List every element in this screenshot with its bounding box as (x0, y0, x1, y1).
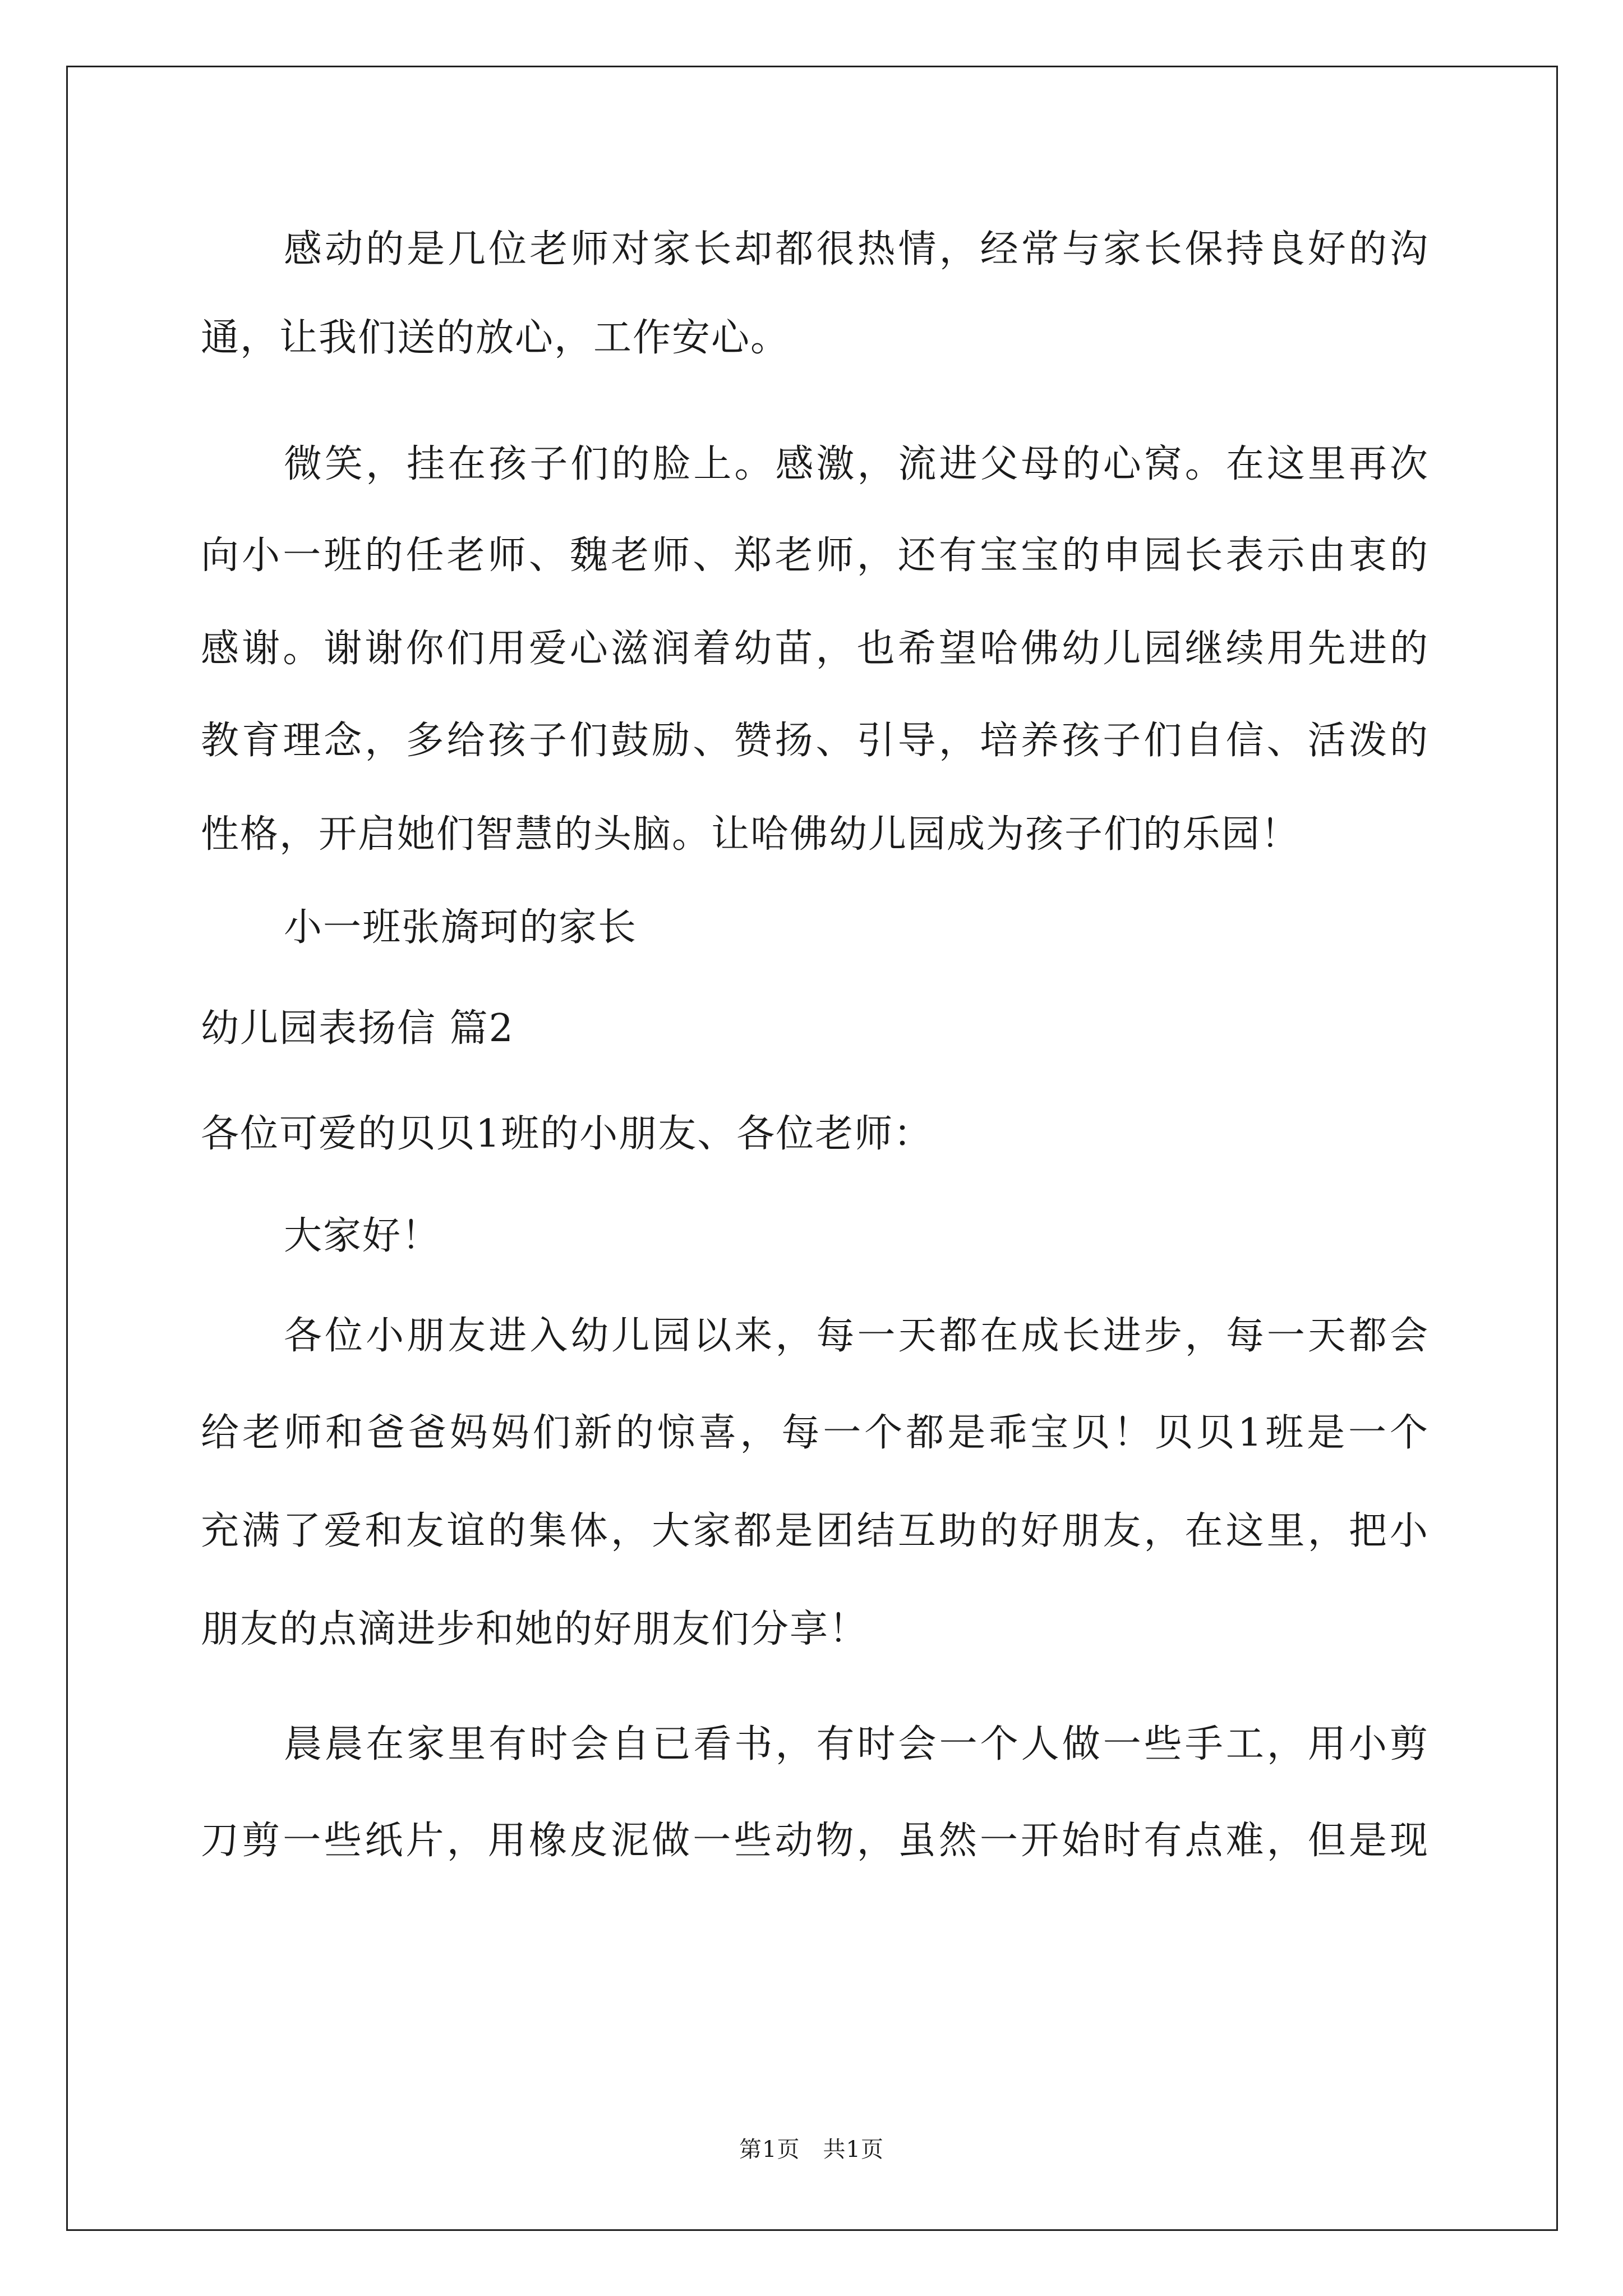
paragraph-line: 充满了爱和友谊的集体，大家都是团结互助的好朋友，在这里，把小 (201, 1509, 1429, 1553)
paragraph-line: 感动的是几位老师对家长却都很热情，经常与家长保持良好的沟 (284, 227, 1429, 272)
paragraph-line: 性格，开启她们智慧的头脑。让哈佛幼儿园成为孩子们的乐园！ (201, 812, 1301, 857)
paragraph-line: 晨晨在家里有时会自已看书，有时会一个人做一些手工，用小剪 (284, 1722, 1429, 1766)
paragraph-line: 教育理念，多给孩子们鼓励、赞扬、引导，培养孩子们自信、活泼的 (201, 719, 1429, 763)
signature-line: 小一班张旖珂的家长 (284, 905, 638, 950)
salutation: 各位可爱的贝贝1班的小朋友、各位老师： (201, 1112, 933, 1156)
paragraph-line: 感谢。谢谢你们用爱心滋润着幼苗，也希望哈佛幼儿园继续用先进的 (201, 627, 1429, 671)
section-heading: 幼儿园表扬信 篇2 (201, 1006, 514, 1051)
paragraph-line: 刀剪一些纸片，用橡皮泥做一些动物，虽然一开始时有点难，但是现 (201, 1819, 1429, 1863)
paragraph-line: 各位小朋友进入幼儿园以来，每一天都在成长进步，每一天都会 (284, 1314, 1429, 1358)
greeting: 大家好！ (284, 1214, 441, 1258)
paragraph-line: 向小一班的任老师、魏老师、郑老师，还有宝宝的申园长表示由衷的 (201, 533, 1429, 578)
page-number: 第1页 共1页 (739, 2137, 884, 2162)
paragraph-line: 微笑，挂在孩子们的脸上。感激，流进父母的心窝。在这里再次 (284, 442, 1429, 486)
paragraph-line: 给老师和爸爸妈妈们新的惊喜，每一个都是乖宝贝！贝贝1班是一个 (201, 1411, 1429, 1455)
paragraph-line: 朋友的点滴进步和她的好朋友们分享！ (201, 1607, 869, 1651)
paragraph-line: 通，让我们送的放心，工作安心。 (201, 316, 790, 360)
